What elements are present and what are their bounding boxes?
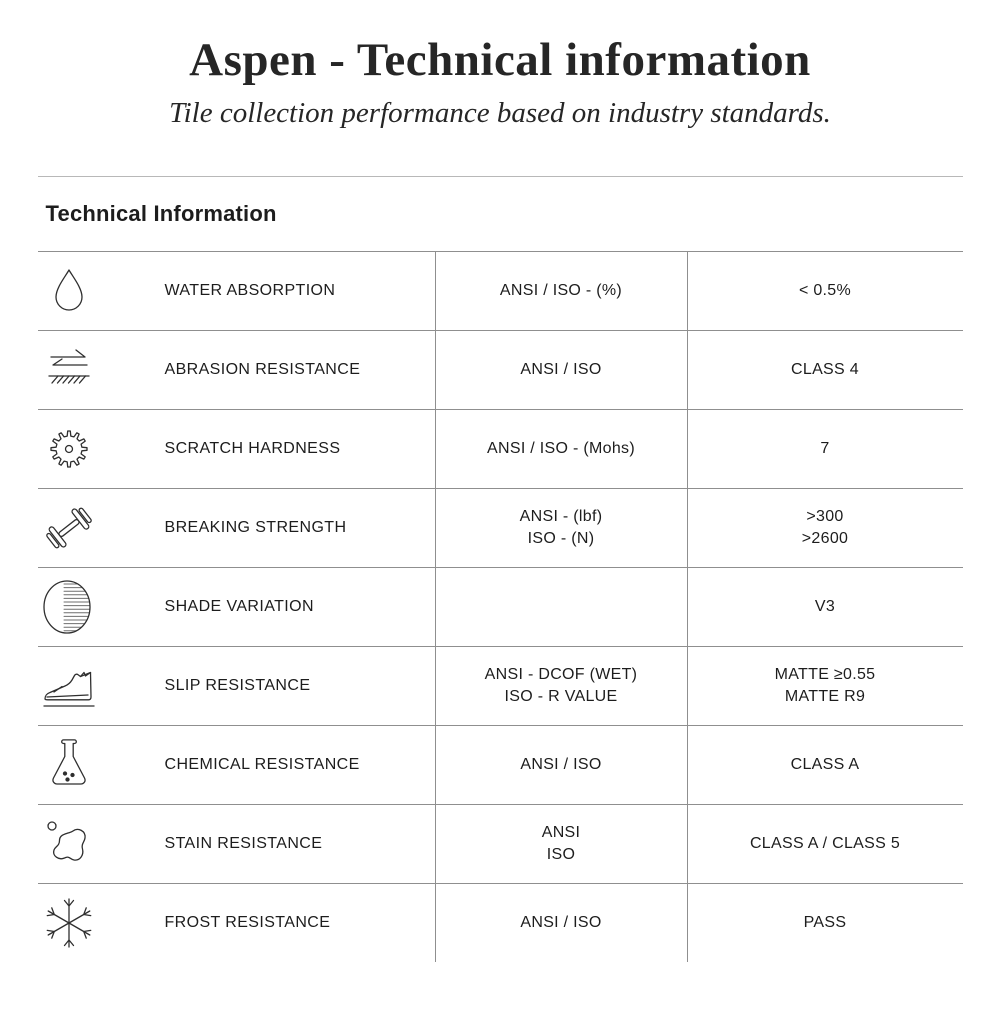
value-cell [687,884,963,962]
standard-line: ISO - R VALUE [504,688,618,705]
property-name: CHEMICAL RESISTANCE [164,756,360,773]
standard-line: ANSI - (lbf) [519,508,603,525]
technical-info-page [38,33,963,962]
icon-cell [38,331,165,409]
standard-cell [435,410,687,488]
value-line: CLASS A / CLASS 5 [749,835,901,852]
value-cell [687,568,963,646]
snowflake-icon [41,893,97,953]
value-cell [687,647,963,725]
technical-table [38,251,963,962]
standard-line: ANSI / ISO - (%) [499,282,623,299]
dumbbell-icon [41,498,97,558]
shaded-circle-icon [41,577,97,637]
property-name: SHADE VARIATION [164,598,314,615]
section-heading: Technical Information [45,201,277,226]
standard-cell [435,331,687,409]
icon-cell [38,568,165,646]
table-row [38,805,963,884]
gear-icon [41,419,97,479]
table-row [38,884,963,962]
standard-cell [435,489,687,567]
property-name: ABRASION RESISTANCE [164,361,361,378]
property-name: SLIP RESISTANCE [164,677,311,694]
standard-cell [435,252,687,330]
value-cell [687,410,963,488]
top-divider [38,176,963,177]
value-line: PASS [803,914,847,931]
page-title: Aspen - Technical information [189,34,811,86]
value-line: MATTE R9 [784,688,866,705]
table-row [38,410,963,489]
standard-cell [435,805,687,883]
standard-line: ISO - (N) [527,530,595,547]
icon-cell [38,884,165,962]
value-line: CLASS A [790,756,860,773]
standard-line: ANSI [541,824,581,841]
standard-cell [435,568,687,646]
table-row [38,647,963,726]
icon-cell [38,252,165,330]
value-line: 7 [820,440,830,457]
value-line: MATTE ≥0.55 [774,666,876,683]
property-name: FROST RESISTANCE [164,914,331,931]
standard-cell [435,726,687,804]
abrasion-arrows-icon [41,340,97,400]
table-row [38,252,963,331]
value-line: V3 [814,598,836,615]
icon-cell [38,726,165,804]
icon-cell [38,805,165,883]
table-row [38,489,963,568]
value-line: < 0.5% [798,282,852,299]
standard-line: ANSI / ISO [520,914,602,931]
table-row [38,568,963,647]
property-name: WATER ABSORPTION [164,282,336,299]
property-name: STAIN RESISTANCE [164,835,323,852]
standard-cell [435,647,687,725]
value-line: >300 [806,508,844,525]
water-drop-icon [41,261,97,321]
standard-line: ANSI / ISO [520,756,602,773]
value-cell [687,805,963,883]
icon-cell [38,647,165,725]
stain-blob-icon [41,814,97,874]
value-cell [687,726,963,804]
property-name: SCRATCH HARDNESS [164,440,341,457]
icon-cell [38,489,165,567]
value-cell [687,331,963,409]
standard-line: ANSI / ISO - (Mohs) [487,440,635,457]
property-name: BREAKING STRENGTH [164,519,347,536]
page-subtitle: Tile collection performance based on industry standards. [169,97,831,129]
standard-line: ANSI / ISO [520,361,602,378]
value-cell [687,489,963,567]
standard-cell [435,884,687,962]
flask-icon [41,735,97,795]
standard-line: ISO [546,846,576,863]
table-row [38,331,963,410]
value-line: CLASS 4 [791,361,859,378]
value-cell [687,252,963,330]
table-row [38,726,963,805]
standard-line: ANSI - DCOF (WET) [484,666,638,683]
icon-cell [38,410,165,488]
value-line: >2600 [801,530,849,547]
shoe-icon [41,656,97,716]
